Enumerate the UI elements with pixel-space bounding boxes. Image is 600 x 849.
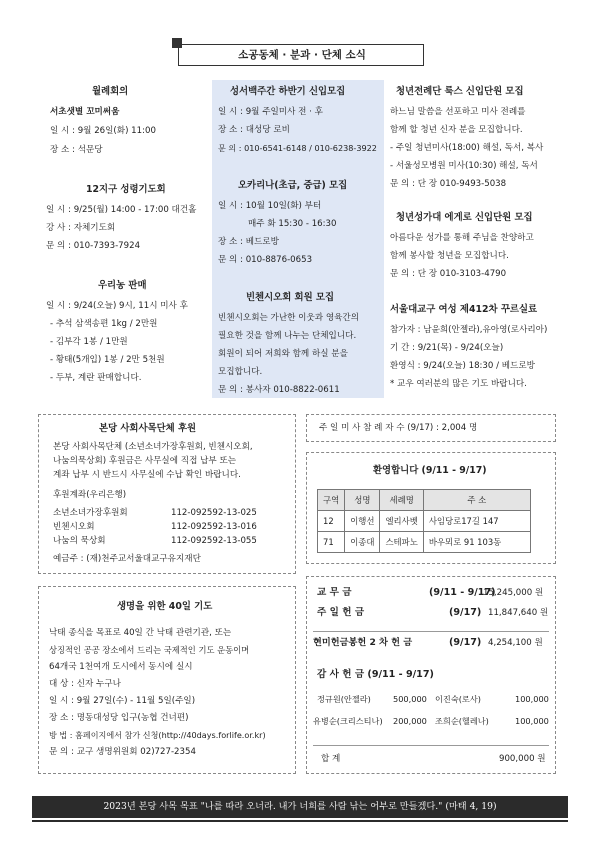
section-title: 소공동체 · 분과 · 단체 소식 <box>238 49 366 61</box>
vincent-line: 모집합니다. <box>218 367 263 377</box>
choir-line: 함께 봉사할 청년을 모집합니다. <box>390 251 509 261</box>
bible-contact: 문 의 : 010-6541-6148 / 010-6238-3922 <box>218 143 377 153</box>
mass-attendance-box <box>306 414 556 442</box>
farm-date: 일 시 : 9/24(오늘) 9시, 11시 미사 후 <box>46 301 188 311</box>
monthly-place: 장 소 : 석문당 <box>50 145 103 155</box>
account-name: 빈첸시오회 <box>53 522 95 532</box>
vincent-line: 빈첸시오회는 가난한 이웃과 영육간의 <box>218 313 360 323</box>
column-header: 주 소 <box>423 490 530 511</box>
total-label: 합 계 <box>321 754 341 764</box>
thanks-amount: 200,000 <box>393 716 427 726</box>
cell-address: 바우뫼로 91 103동 <box>423 532 530 553</box>
section-title-box <box>178 44 424 66</box>
cell-baptismal: 스테파노 <box>380 532 423 553</box>
choir-line: 아름다운 성가를 통해 주님을 찬양하고 <box>390 233 534 243</box>
center-acct-label: 후원계좌(우리은행) <box>53 490 127 500</box>
thanks-heading: 감 사 헌 금 (9/11 - 9/17) <box>317 669 434 680</box>
cursillo-line: * 교우 여러분의 많은 기도 바랍니다. <box>390 379 527 389</box>
thanks-amount: 100,000 <box>515 716 549 726</box>
youth-line: 함께 할 청년 신자 분을 모집합니다. <box>390 125 523 135</box>
cell-address: 사임당로17길 147 <box>423 511 530 532</box>
choir-heading: 청년성가대 에게로 신입단원 모집 <box>396 212 533 223</box>
youth-line: - 서울성모병원 미사(10:30) 해설, 독서 <box>390 161 538 171</box>
vincent-line: 필요한 것을 함께 나누는 단체입니다. <box>218 331 357 341</box>
vincent-line: 회원이 되어 저희와 함께 하실 분을 <box>218 349 348 359</box>
footer-rule <box>32 820 568 822</box>
life-line: 64개국 1천여개 도시에서 동시에 실시 <box>49 662 193 672</box>
prayer12-heading: 12지구 성령기도회 <box>86 184 166 195</box>
center-line: 본당 사회사목단체 (소년소녀가장후원회, 빈첸시오회, <box>53 442 253 452</box>
social-support-box <box>38 414 296 574</box>
money-amount: 4,254,100 원 <box>488 638 543 648</box>
center-line: 계좌 납부 시 반드시 사무실에 수납 확인 바랍니다. <box>53 470 241 480</box>
money-period: (9/17) <box>449 637 482 648</box>
money-label: 현미헌금봉헌 2 차 헌 금 <box>313 637 413 648</box>
account-number: 112-092592-13-055 <box>171 536 257 546</box>
money-amount: 11,847,640 원 <box>488 608 549 618</box>
mass-attendance: 주 일 미 사 참 례 자 수 (9/17) : 2,004 명 <box>319 423 478 433</box>
account-holder: 예금주 : (재)천주교서울대교구유지재단 <box>53 554 201 564</box>
vincent-contact: 문 의 : 봉사자 010-8822-0611 <box>218 385 340 395</box>
welcome-table <box>317 489 531 553</box>
life-line: 문 의 : 교구 생명위원회 02)727-2354 <box>49 747 196 757</box>
life-line: 낙태 종식을 목표로 40일 간 낙태 관련기관, 또는 <box>49 628 232 638</box>
cursillo-line: 참가자 : 남윤희(안젤라),유아영(로사리아) <box>390 325 548 335</box>
cell-name: 이행선 <box>345 511 380 532</box>
cell-name: 이종대 <box>345 532 380 553</box>
youth-contact: 문 의 : 단 장 010-9493-5038 <box>390 179 507 189</box>
youth-line: - 주일 청년미사(18:00) 해설, 독서, 복사 <box>390 143 544 153</box>
thanks-name: 이진숙(로사) <box>435 694 481 704</box>
life-line: 상징적인 공공 장소에서 드리는 국제적인 기도 운동이며 <box>49 645 250 655</box>
ocarina-date: 일 시 : 10월 10일(화) 부터 <box>218 201 322 211</box>
money-label: 교 무 금 <box>317 587 352 598</box>
center-line: 나눔의묵상회) 후원금은 사무실에 직접 납부 또는 <box>53 456 237 466</box>
table-header-row <box>318 490 531 511</box>
offering-box <box>306 576 556 774</box>
farm-item: - 황태(5개입) 1봉 / 2만 5천원 <box>50 355 165 365</box>
vincent-heading: 빈첸시오회 회원 모집 <box>246 292 335 303</box>
bible-date: 일 시 : 9월 주일미사 전 · 후 <box>218 107 323 117</box>
life-line: 장 소 : 명동대성당 입구(농협 건너편) <box>49 713 189 723</box>
youth-line: 하느님 말씀을 선포하고 미사 전례를 <box>390 107 526 117</box>
footer-banner <box>32 796 568 818</box>
column-header: 성명 <box>345 490 380 511</box>
money-amount: 15,245,000 원 <box>483 588 544 598</box>
bible-heading: 성서백주간 하반기 신입모집 <box>230 86 346 97</box>
money-period: (9/17) <box>449 607 482 618</box>
farm-item: - 김부각 1봉 / 1만원 <box>50 337 128 347</box>
farm-item: - 추석 삼색송편 1kg / 2만원 <box>50 319 158 329</box>
farm-heading: 우리농 판매 <box>98 280 147 291</box>
welcome-box <box>306 452 556 564</box>
monthly-date: 일 시 : 9월 26일(화) 11:00 <box>50 126 156 136</box>
cursillo-line: 환영식 : 9/24(오늘) 18:30 / 베드로방 <box>390 361 535 371</box>
column-header: 구역 <box>318 490 345 511</box>
welcome-heading: 환영합니다 (9/11 - 9/17) <box>373 465 487 476</box>
youth-heading: 청년전례단 룩스 신입단원 모집 <box>396 86 524 97</box>
thanks-amount: 100,000 <box>515 694 549 704</box>
ocarina-time: 매주 화 15:30 - 16:30 <box>248 219 337 229</box>
divider <box>313 745 549 746</box>
life-heading: 생명을 위한 40일 기도 <box>117 601 213 612</box>
total-amount: 900,000 원 <box>499 754 546 764</box>
prayer12-contact: 문 의 : 010-7393-7924 <box>46 241 141 251</box>
life-line: 일 시 : 9월 27일(수) - 11월 5일(주일) <box>49 696 196 706</box>
thanks-amount: 500,000 <box>393 694 427 704</box>
monthly-heading: 월례회의 <box>92 86 129 97</box>
life-prayer-box <box>38 586 296 774</box>
divider <box>313 631 549 632</box>
account-number: 112-092592-13-016 <box>171 522 257 532</box>
money-period: (9/11 - 9/17) <box>429 587 496 598</box>
prayer12-date: 일 시 : 9/25(월) 14:00 - 17:00 대건홀 <box>46 205 197 215</box>
center-heading: 본당 사회사목단체 후원 <box>99 423 197 434</box>
bible-place: 장 소 : 대성당 로비 <box>218 125 290 135</box>
cell-zone: 71 <box>318 532 345 553</box>
thanks-name: 유병순(크리스티나) <box>313 716 383 726</box>
account-name: 소년소녀가장후원회 <box>53 508 128 518</box>
ocarina-contact: 문 의 : 010-8876-0653 <box>218 255 313 265</box>
thanks-name: 정규원(안젤라) <box>317 694 371 704</box>
cell-baptismal: 엘리사벳 <box>380 511 423 532</box>
life-line: 대 상 : 신자 누구나 <box>49 679 121 689</box>
cursillo-line: 기 간 : 9/21(목) - 9/24(오늘) <box>390 343 504 353</box>
account-number: 112-092592-13-025 <box>171 508 257 518</box>
choir-contact: 문 의 : 단 장 010-3103-4790 <box>390 269 507 279</box>
money-label: 주 일 헌 금 <box>317 607 365 618</box>
account-name: 나눔의 묵상회 <box>53 536 106 546</box>
table-row <box>318 532 531 553</box>
life-line: 방 법 : 홈페이지에서 참가 신청(http://40days.forlife.or.kr) <box>49 730 266 740</box>
monthly-org: 서초샛별 꼬미써움 <box>50 107 120 117</box>
farm-item: - 두부, 계란 판매합니다. <box>50 373 142 383</box>
footer-motto: 2023년 본당 사목 목표 "나를 따라 오너라. 내가 너희를 사람 낚는 어부로 만들겠다." (마태 4, 19) <box>103 801 497 812</box>
ocarina-place: 장 소 : 베드로방 <box>218 237 279 247</box>
prayer12-speaker: 강 사 : 자체기도회 <box>46 223 116 233</box>
column-header: 세례명 <box>380 490 423 511</box>
table-row <box>318 511 531 532</box>
ocarina-heading: 오카리나(초급, 중급) 모집 <box>238 180 348 191</box>
cursillo-heading: 서울대교구 여성 제412차 꾸르실료 <box>390 304 538 315</box>
cell-zone: 12 <box>318 511 345 532</box>
thanks-name: 조희순(헬레나) <box>435 716 489 726</box>
